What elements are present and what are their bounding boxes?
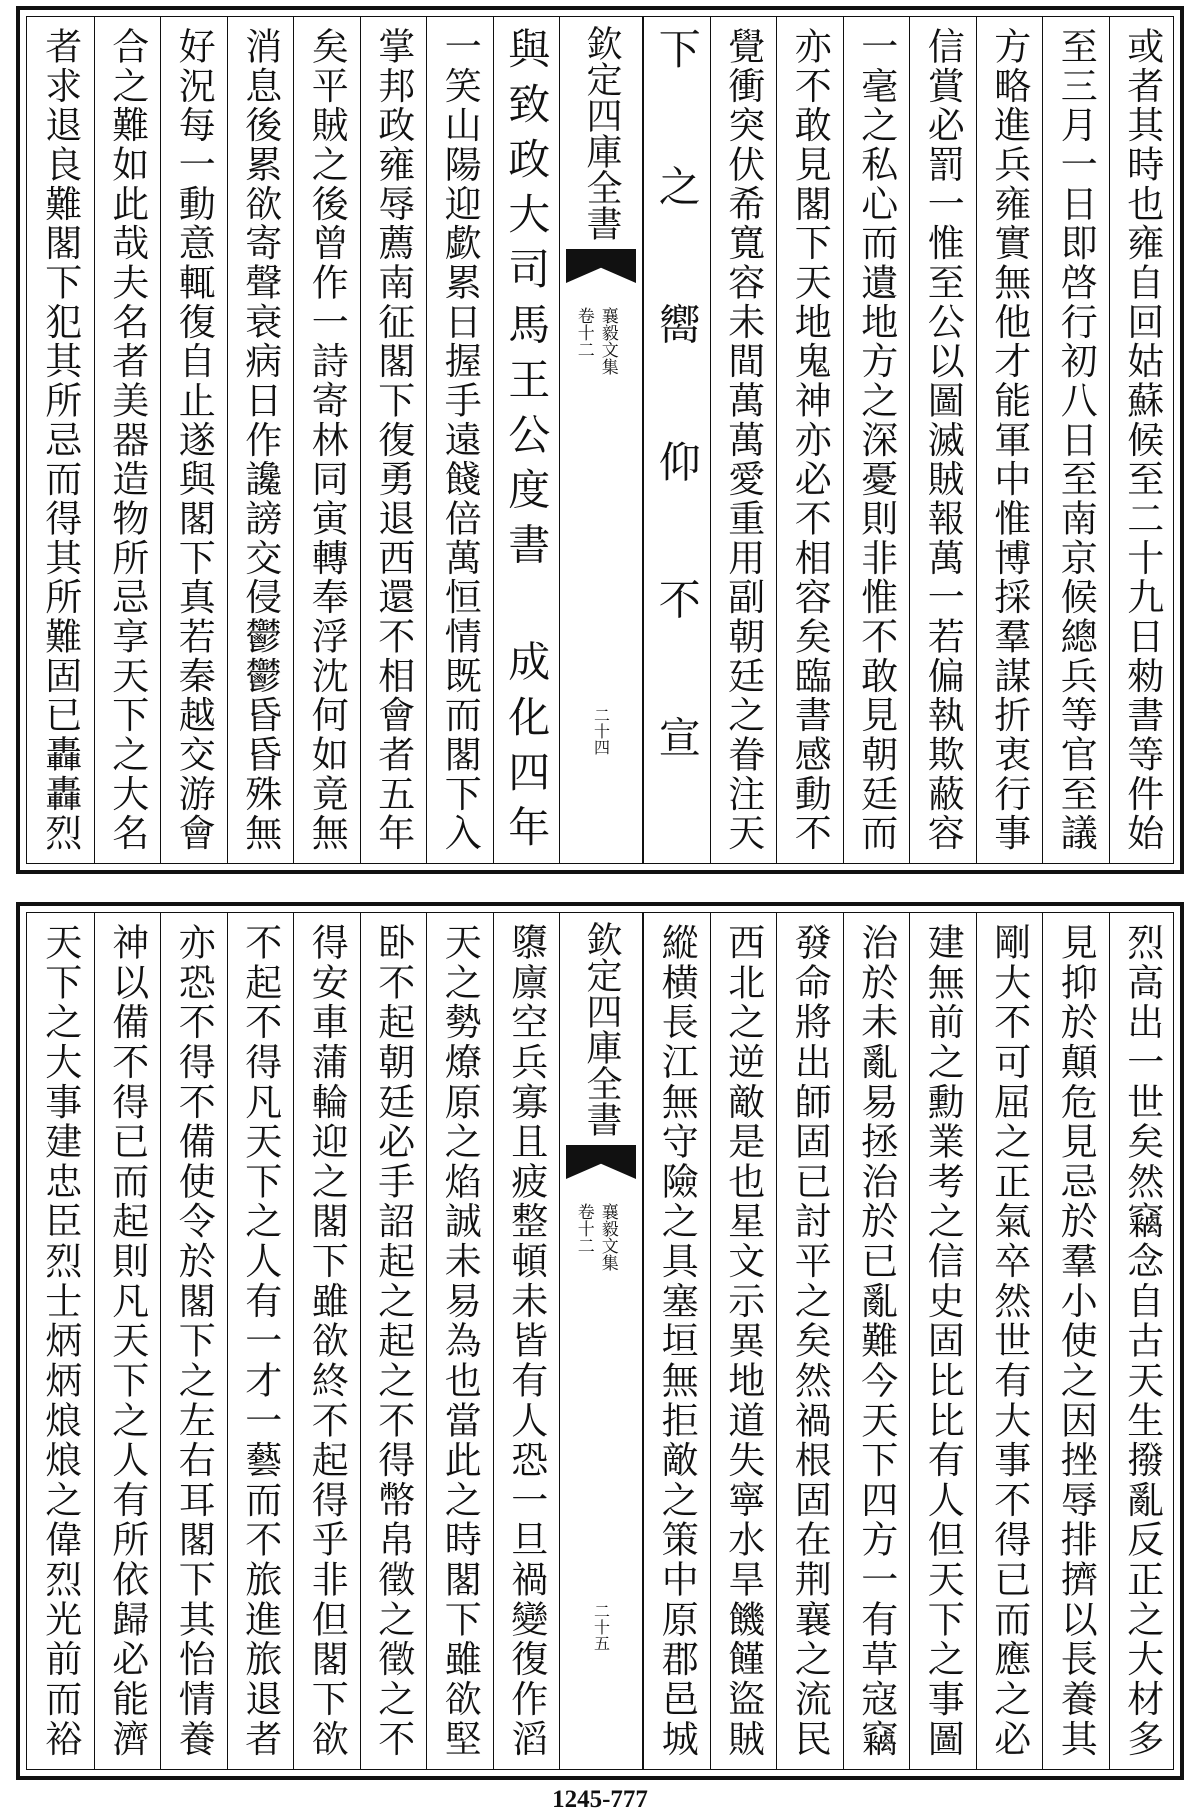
column-text: 治於未亂易拯治於已亂難今天下四方一有草寇竊 [854,923,898,1759]
upper-fishtail-mark [566,1145,636,1179]
column-text: 建無前之勳業考之信史固比比有人但天下之事圖 [921,923,965,1759]
column-text: 縱横長江無守險之具塞垣無拒敵之策中原郡邑城 [655,923,699,1759]
text-column [493,17,560,863]
text-column [976,17,1043,863]
column-text: 西北之逆敵是也星文示異地道失寧水旱饑饉盜賊 [721,923,765,1759]
collection-title: 欽定四庫全書 [581,25,622,241]
juan-number: 卷十二 [573,307,594,358]
text-column [909,913,976,1769]
leaf-number: 二十五 [591,1603,611,1651]
text-column [27,17,94,863]
text-column [843,17,910,863]
text-column [710,17,777,863]
center-fold-column [559,913,643,1769]
text-column [94,17,161,863]
text-column [643,17,710,863]
column-text: 卧不起朝廷必手詔起之起之不得幣帛徵之徵之不 [371,923,415,1759]
text-column [710,913,777,1769]
text-column [360,17,427,863]
column-text: 隳廪空兵寡且疲整頓未皆有人恐一旦禍變復作滔 [504,923,548,1759]
page-number: 1245-777 [552,1786,648,1813]
text-column [160,17,227,863]
text-column [94,913,161,1769]
column-text: 或者其時也雍自回姑蘇候至二十九日勑書等件始 [1120,27,1164,853]
juan-number: 卷十二 [573,1203,594,1254]
column-text: 一毫之私心而遺地方之深憂則非惟不敢見朝廷而 [854,27,898,853]
column-text: 方略進兵雍實無他才能軍中惟博採羣謀折衷行事 [987,27,1031,853]
column-text: 不起不得凡天下之人有一才一藝而不旅進旅退者 [238,923,282,1759]
collection-title: 欽定四庫全書 [581,921,622,1137]
text-column [776,17,843,863]
column-text: 覺衝突伏希寬容未間萬萬愛重用副朝廷之眷注天 [721,27,765,853]
column-text: 信賞必罰一惟至公以圖滅賊報萬一若偏執欺蔽容 [921,27,965,853]
column-text: 亦不敢見閣下天地鬼神亦必不相容矣臨書感動不 [788,27,832,853]
text-column [1042,17,1109,863]
column-text: 至三月一日即啓行初八日至南京候總兵等官至議 [1054,27,1098,853]
column-text: 一笑山陽迎歔累日握手遠餞倍萬恒情既而閣下入 [438,27,482,853]
text-column [493,913,560,1769]
text-column [843,913,910,1769]
text-column [227,913,294,1769]
column-text: 與致政大司馬王公度書 成化四年 [502,27,552,860]
top-page-inner-border [26,16,1174,864]
top-page-frame [16,6,1184,874]
leaf-number: 二十四 [591,707,611,755]
column-text: 消息後累欲寄聲衰病日作讒謗交侵鬱鬱昏昏殊無 [238,27,282,853]
text-column [1109,17,1176,863]
column-text: 合之難如此哉夫名者美器造物所忌享天下之大名 [105,27,149,853]
text-column [293,17,360,863]
column-text: 發命將出師固已討平之矣然禍根固在荆襄之流民 [788,923,832,1759]
text-column [426,913,493,1769]
bottom-page-inner-border [26,912,1174,1770]
column-text: 得安車蒲輪迎之閣下雖欲終不起得乎非但閣下欲 [305,923,349,1759]
book-name: 襄毅文集 [597,1203,618,1271]
column-text: 天下之大事建忠臣烈士炳炳烺烺之偉烈光前而裕 [38,923,82,1759]
bottom-page-frame [16,902,1184,1780]
text-column [1109,913,1176,1769]
column-text: 掌邦政雍辱薦南征閣下復勇退西還不相會者五年 [371,27,415,853]
column-text: 神以備不得已而起則凡天下之人有所依歸必能濟 [105,923,149,1759]
text-column [160,913,227,1769]
column-text: 矣平賊之後曾作一詩寄林同寅轉奉浮沈何如竟無 [305,27,349,853]
column-text: 見抑於顛危見忌於羣小使之因挫辱排擠以長養其 [1054,923,1098,1759]
column-text: 亦恐不得不備使令於閣下之左右耳閣下其怡情養 [172,923,216,1759]
column-text: 好況每一動意輒復自止遂與閣下真若秦越交游會 [172,27,216,853]
column-text: 剛大不可屈之正氣卒然世有大事不得已而應之必 [987,923,1031,1759]
text-column [776,913,843,1769]
text-column [1042,913,1109,1769]
book-name: 襄毅文集 [597,307,618,375]
text-column [426,17,493,863]
text-column [227,17,294,863]
center-fold-column [559,17,643,863]
text-column [360,913,427,1769]
column-text: 天之勢燎原之焰誠未易為也當此之時閣下雖欲堅 [438,923,482,1759]
text-column [909,17,976,863]
column-text: 烈高出一世矣然竊念自古天生撥亂反正之大材多 [1120,923,1164,1759]
text-column [293,913,360,1769]
column-text: 下之嚮仰不宣 [652,27,702,853]
text-column [643,913,710,1769]
column-text: 者求退良難閣下犯其所忌而得其所難固已轟轟烈 [38,27,82,853]
text-column [976,913,1043,1769]
text-column [27,913,94,1769]
upper-fishtail-mark [566,249,636,283]
